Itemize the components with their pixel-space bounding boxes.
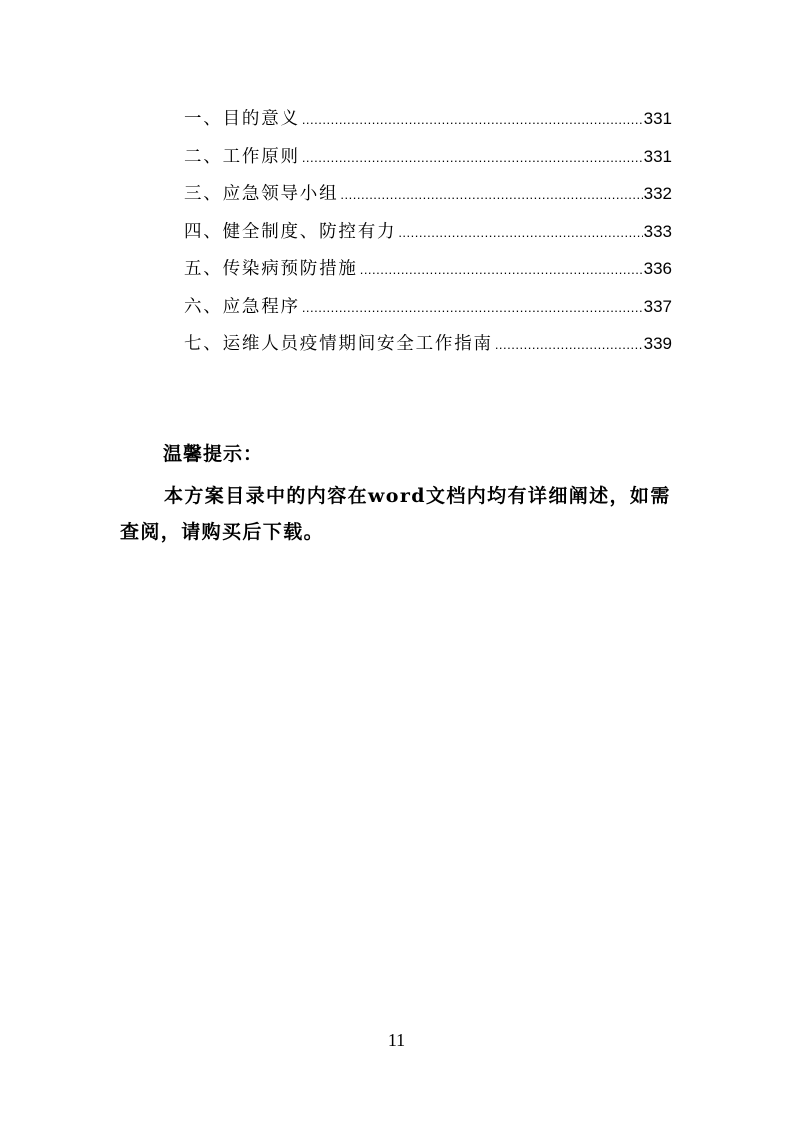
toc-entry-title: 二、工作原则	[184, 146, 300, 167]
toc-entry-page: 339	[643, 334, 672, 353]
table-of-contents	[184, 106, 672, 369]
tip-heading: 温馨提示：	[163, 443, 264, 465]
toc-entry-title: 三、应急领导小组	[184, 184, 339, 204]
toc-leader-dots	[495, 332, 643, 358]
toc-entry[interactable]	[184, 106, 672, 144]
toc-leader-dots	[398, 220, 642, 246]
page-number: 11	[387, 1030, 406, 1050]
toc-entry[interactable]	[184, 331, 672, 369]
toc-leader-dots	[360, 257, 643, 283]
toc-entry-title: 一、目的意义	[184, 109, 300, 129]
toc-entry-page: 333	[643, 221, 672, 241]
toc-entry-title: 七、运维人员疫情期间安全工作指南	[184, 334, 493, 354]
toc-entry-page: 337	[643, 296, 672, 316]
toc-entry-title: 六、应急程序	[184, 296, 300, 317]
toc-entry[interactable]	[184, 294, 672, 332]
toc-entry-page: 331	[643, 109, 672, 128]
toc-entry-page: 331	[643, 146, 672, 166]
toc-entry[interactable]	[184, 256, 672, 294]
tip-body: 本方案目录中的内容在word文档内均有详细阐述，如需查阅，请购买后下载。	[120, 485, 671, 543]
toc-leader-dots	[302, 295, 643, 321]
toc-entry-page: 336	[643, 259, 672, 278]
toc-entry-page: 332	[643, 184, 672, 203]
toc-leader-dots	[302, 145, 643, 171]
toc-entry-title: 五、传染病预防措施	[184, 259, 358, 279]
toc-leader-dots	[302, 107, 643, 133]
toc-entry-title: 四、健全制度、防控有力	[184, 221, 397, 242]
toc-entry[interactable]	[184, 181, 672, 219]
toc-leader-dots	[340, 182, 642, 208]
toc-entry[interactable]	[184, 144, 672, 182]
toc-entry[interactable]	[184, 219, 672, 257]
